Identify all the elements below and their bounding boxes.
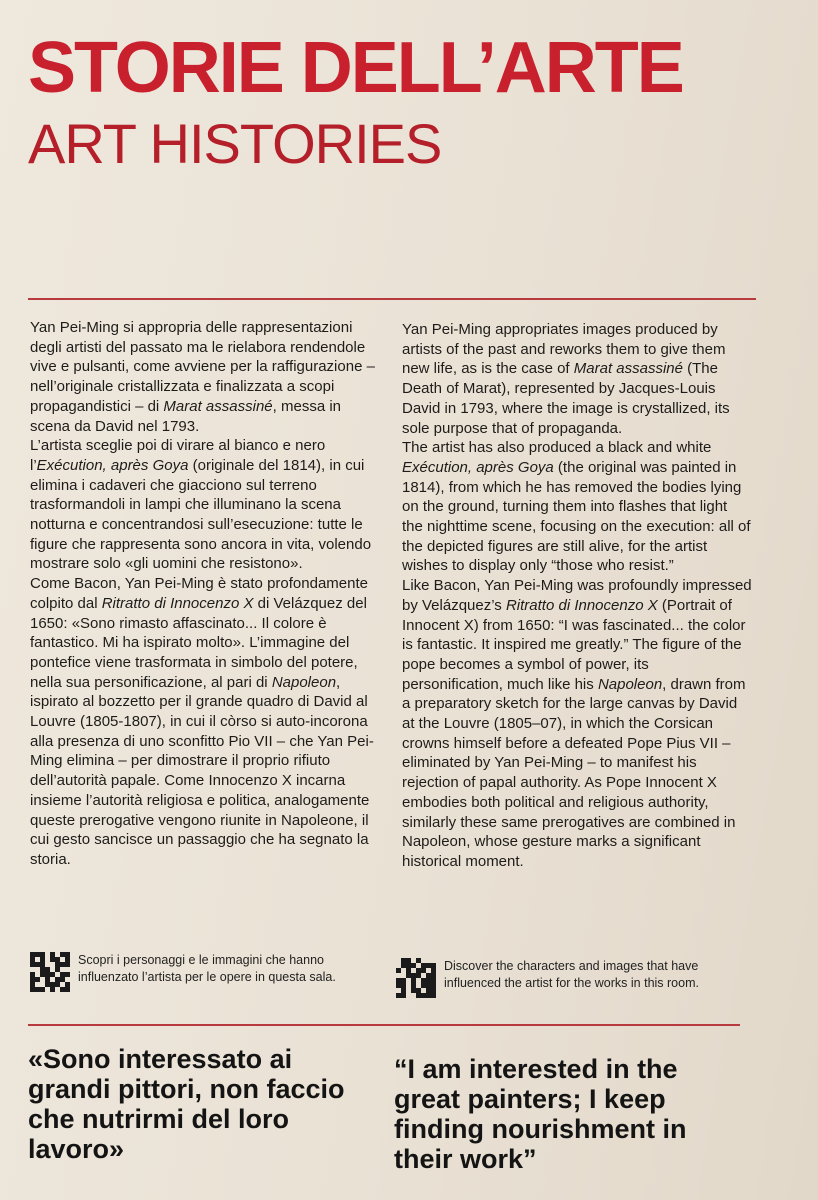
quote-italian: «Sono interessato ai grandi pittori, non faccio che nutrirmi del loro lavoro» bbox=[28, 1044, 345, 1164]
top-divider bbox=[28, 298, 756, 300]
english-paragraph-1: Yan Pei-Ming appropriates images produced by artists of the past and reworks them to give them new life, as is the case of Marat assassiné (The Death of Marat), represented by Jacques-Louis David in 1793, where the image is crystallized, its sole purpose that of propaganda. bbox=[402, 321, 730, 437]
quote-divider bbox=[28, 1024, 740, 1026]
english-text-column bbox=[402, 320, 752, 872]
qr-code-icon[interactable] bbox=[30, 952, 70, 992]
italian-paragraph-3: Come Bacon, Yan Pei-Ming è stato profondamente colpito dal Ritratto di Innocenzo X di Velázquez del 1650: «Sono rimasto affascinato... Il colore è fantastico. Mi ha ispirato molto». L’immagine del pontefice viene trasformata in simbolo del potere, nella sua personificazione, al pari di Napoleon, ispirato al bozzetto per il grande quadro di David al Louvre (1805-1807), in cui il còrso si auto-incorona alla presenza di uno sconfitto Pio VII – che Yan Pei-Ming elimina – per dimostrare il proprio rifiuto dell’autorità papale. Come Innocenzo X incarna insieme l’autorità religiosa e politica, analogamente queste prerogative vengono riunite in Napoleone, il cui gesto sancisce un passaggio che ha segnato la storia. bbox=[30, 575, 374, 868]
qr-section-english bbox=[396, 958, 756, 998]
english-paragraph-2: The artist has also produced a black and white Exécution, après Goya (the original was painted in 1814), from which he has removed the bodies lying on the ground, turning them into flashes that light the nighttime scene, focusing on the execution: all of the depicted figures are still alive, for the artist wishes to display only “those who resist.” bbox=[402, 439, 751, 575]
qr-code-icon[interactable] bbox=[396, 958, 436, 998]
qr-section-italian bbox=[30, 952, 370, 992]
qr-label-italian: Scopri i personaggi e le immagini che hanno influenzato l’artista per le opere in questa sala. bbox=[78, 953, 336, 984]
italian-paragraph-2: L’artista sceglie poi di virare al bianco e nero l’Exécution, après Goya (originale del 1814), in cui elimina i cadaveri che giacciono sul terreno trasformandoli in lampi che illuminano la scena notturna e concentrandosi sull’esecuzione: tutte le figure che rappresenta sono ancora in vita, volendo mostrare solo «gli uomini che resistono». bbox=[30, 437, 372, 573]
quote-english: “I am interested in the great painters; I keep finding nourishment in their work” bbox=[394, 1054, 687, 1174]
italian-paragraph-1: Yan Pei-Ming si appropria delle rappresentazioni degli artisti del passato ma le rielabora rendendole vive e pulsanti, come avviene per la raffigurazione – nell’originale cristallizzata e finalizzata a scopi propagandistici – di Marat assassiné, messa in scena da David nel 1793. bbox=[30, 319, 375, 435]
italian-text-column bbox=[30, 318, 375, 870]
title-italian: STORIE DELL’ARTE bbox=[28, 28, 683, 108]
title-english: ART HISTORIES bbox=[28, 112, 442, 175]
qr-label-english: Discover the characters and images that have influenced the artist for the works in this room. bbox=[444, 959, 699, 990]
english-paragraph-3: Like Bacon, Yan Pei-Ming was profoundly impressed by Velázquez’s Ritratto di Innocenzo X (Portrait of Innocent X) from 1650: “I was fascinated... the color is fantastic. It inspired me greatly.” The figure of the pope becomes a symbol of power, its personification, much like his Napoleon, drawn from a preparatory sketch for the large canvas by David at the Louvre (1805–07), in which the Corsican crowns himself before a defeated Pope Pius VII – eliminated by Yan Pei-Ming – to manifest his rejection of papal authority. As Pope Innocent X embodies both political and religious authority, similarly these same prerogatives are combined in Napoleon, whose gesture marks a significant historical moment. bbox=[402, 577, 752, 870]
